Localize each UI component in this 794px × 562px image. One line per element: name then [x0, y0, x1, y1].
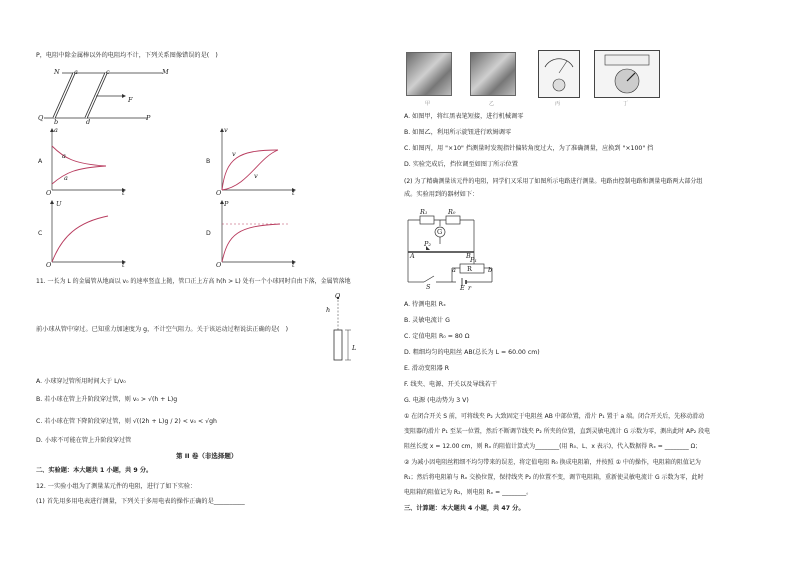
circuit-label-r: r [468, 284, 472, 292]
circuit-diagram [404, 206, 504, 294]
material-e: E. 滑动变阻器 R [404, 365, 450, 372]
q12-option-a: A. 如图甲，将红黑表笔短接，进行机械调零 [404, 113, 524, 120]
option-b-letter: B [206, 158, 211, 165]
material-g: G. 电源 (电动势为 3 V) [404, 397, 469, 404]
label-a: a [74, 68, 78, 76]
photo-jia [406, 52, 452, 96]
circuit-label-a: a [452, 266, 456, 274]
circuit-label-R1: R₁ [420, 208, 428, 216]
option-b-yaxis: v [224, 126, 228, 134]
circuit-label-R: R [467, 265, 472, 273]
option-a-curve1: a [62, 152, 66, 160]
option-a-curve2: a [64, 174, 68, 182]
q12-part2-line1: (2) 为了精确测量该元件的电阻，同学们又采用了如图所示电路进行测量。电路由控制电路和测量电路两大部分组 [404, 178, 703, 185]
photo-caption-yi: 乙 [489, 101, 495, 107]
step1-line1: ① 在闭合开关 S 前，可将线夹 P₂ 大致固定于电阻丝 AB 中部位置，滑片 P₁ 置于 a 端。闭合开关后，先移动滑动 [404, 413, 705, 420]
circuit-label-E: E [460, 284, 465, 292]
option-b-xaxis: t [292, 189, 295, 197]
q12-option-d: D. 实验完成后，挡位调至如图丁所示位置 [404, 161, 518, 168]
option-c-letter: C [38, 230, 43, 237]
q12-option-b: B. 如图乙，利用所示旋钮进行欧姆调零 [404, 129, 512, 136]
label-N: N [54, 68, 60, 76]
circuit-label-P1: P₁ [470, 256, 477, 264]
q11-option-a: A. 小球穿过管所用时间大于 L/v₀ [36, 378, 126, 385]
step2-line3: 电阻箱的阻值记为 R₂，则电阻 Rₓ = ________。 [404, 489, 533, 496]
q11-option-b: B. 若小球在管上升阶段穿过管，则 v₀ > √(h + L)g [36, 396, 178, 403]
option-c-xaxis: t [122, 261, 125, 269]
option-d-letter: D [206, 230, 211, 237]
q11-option-d: D. 小球不可能在管上升阶段穿过管 [36, 437, 132, 444]
option-d-yaxis: P [224, 200, 229, 208]
step2-line1: ② 为减小因电阻丝粗细不均匀带来的误差，将定值电阻 R₀ 换成电阻箱，并按照 ① 中的操作，电阻箱的阻值记为 [404, 459, 701, 466]
circuit-label-b: b [488, 266, 493, 274]
label-P: P [146, 114, 151, 122]
tube-label-O: O [335, 292, 341, 300]
label-c: c [106, 68, 110, 76]
q10-stem: P，电阻中除金属棒以外的电阻均不计，下列关系图像错误的是( ) [36, 52, 218, 59]
q12-part2-line2: 成。实验用到的器材如下： [404, 191, 479, 198]
option-a-yaxis: a [54, 126, 58, 134]
q11-option-c: C. 若小球在管下降阶段穿过管，则 √((2h + L)g / 2) < v₀ < √gh [36, 418, 217, 425]
photo-caption-ding: 丁 [623, 101, 629, 107]
material-f: F. 线夹、电源、开关以及导线若干 [404, 381, 498, 388]
q11-line2: 前小球从管中穿过。已知重力加速度为 g，不计空气阻力。关于该运动过程说法正确的是( ) [36, 326, 289, 333]
label-Q: Q [38, 114, 44, 122]
tube-label-L: L [352, 344, 357, 352]
graph-option-a [48, 128, 128, 192]
q12-stem: 12. 一实验小组为了测量某元件的电阻，进行了如下实验： [36, 483, 197, 490]
option-c-origin: O [46, 261, 52, 269]
option-a-xaxis: t [122, 189, 125, 197]
part2-heading: 第 II 卷（非选择题） [176, 452, 238, 460]
step1-line2: 变阻器的滑片 P₁ 至某一位置，然后不断调节线夹 P₂ 所夹的位置，直到灵敏电流计 G 示数为零，测出此时 AP₂ 段电 [404, 428, 711, 435]
graph-option-d [218, 200, 298, 264]
option-c-yaxis: U [56, 200, 62, 208]
photo-caption-bing: 丙 [555, 101, 561, 107]
option-d-xaxis: t [292, 261, 295, 269]
circuit-label-B: B [466, 252, 471, 260]
option-b-curve2: v [254, 172, 258, 180]
photo-caption-jia: 甲 [425, 101, 431, 107]
label-d: d [86, 118, 91, 126]
tube-label-h: h [326, 306, 331, 314]
material-a: A. 待测电阻 Rₓ [404, 301, 446, 308]
circuit-label-G: G [437, 228, 443, 236]
photo-yi [470, 52, 516, 96]
material-c: C. 定值电阻 R₀ = 80 Ω [404, 333, 470, 340]
label-F: F [128, 96, 133, 104]
q11-line1: 11. 一长为 L 的金属管从地面以 v₀ 的速率竖直上抛，管口正上方高 h(h > L) 处有一个小球同时自由下落，金属管落地 [36, 278, 351, 285]
graph-option-b [218, 128, 298, 192]
q12-option-c: C. 如图丙，用 "×10" 挡测量时发现指针偏转角度过大，为了准确测量，应换到 "×100" 挡 [404, 145, 654, 152]
option-b-curve1: v [232, 150, 236, 158]
step2-line2: R₁；然后将电阻箱与 Rₓ 交换位置，保持线夹 P₂ 的位置不变，调节电阻箱，重新使灵敏电流计 G 示数为零，此时 [404, 474, 704, 481]
step1-line3: 阻丝长度 x = 12.00 cm，则 Rₓ 的阻值计算式为________(用 R₀、L、x 表示)，代入数据得 Rₓ = ________ Ω； [404, 443, 702, 450]
circuit-label-S: S [426, 283, 431, 291]
option-a-origin: O [46, 189, 52, 197]
circuit-label-A: A [410, 252, 415, 260]
rail-figure [40, 68, 180, 124]
option-a-letter: A [38, 158, 43, 165]
material-b: B. 灵敏电流计 G [404, 317, 450, 324]
section2-heading: 二、实验题：本大题共 1 小题，共 9 分。 [36, 467, 153, 474]
graph-option-c [48, 200, 128, 264]
circuit-label-R0: R₀ [448, 208, 456, 216]
label-M: M [162, 68, 169, 76]
material-d: D. 粗细均匀的电阻丝 AB(总长为 L = 60.00 cm) [404, 349, 540, 356]
meter-bing [538, 50, 580, 98]
q12-part1: (1) 首先用多用电表进行测量，下列关于多用电表的操作正确的是__________ [36, 498, 245, 505]
option-b-origin: O [216, 189, 222, 197]
section3-heading: 三、计算题：本大题共 4 小题，共 47 分。 [404, 505, 525, 512]
tube-figure [326, 294, 356, 364]
meter-ding [594, 50, 660, 98]
option-d-origin: O [216, 261, 222, 269]
label-b: b [54, 118, 59, 126]
circuit-label-P2: P₂ [424, 240, 431, 248]
